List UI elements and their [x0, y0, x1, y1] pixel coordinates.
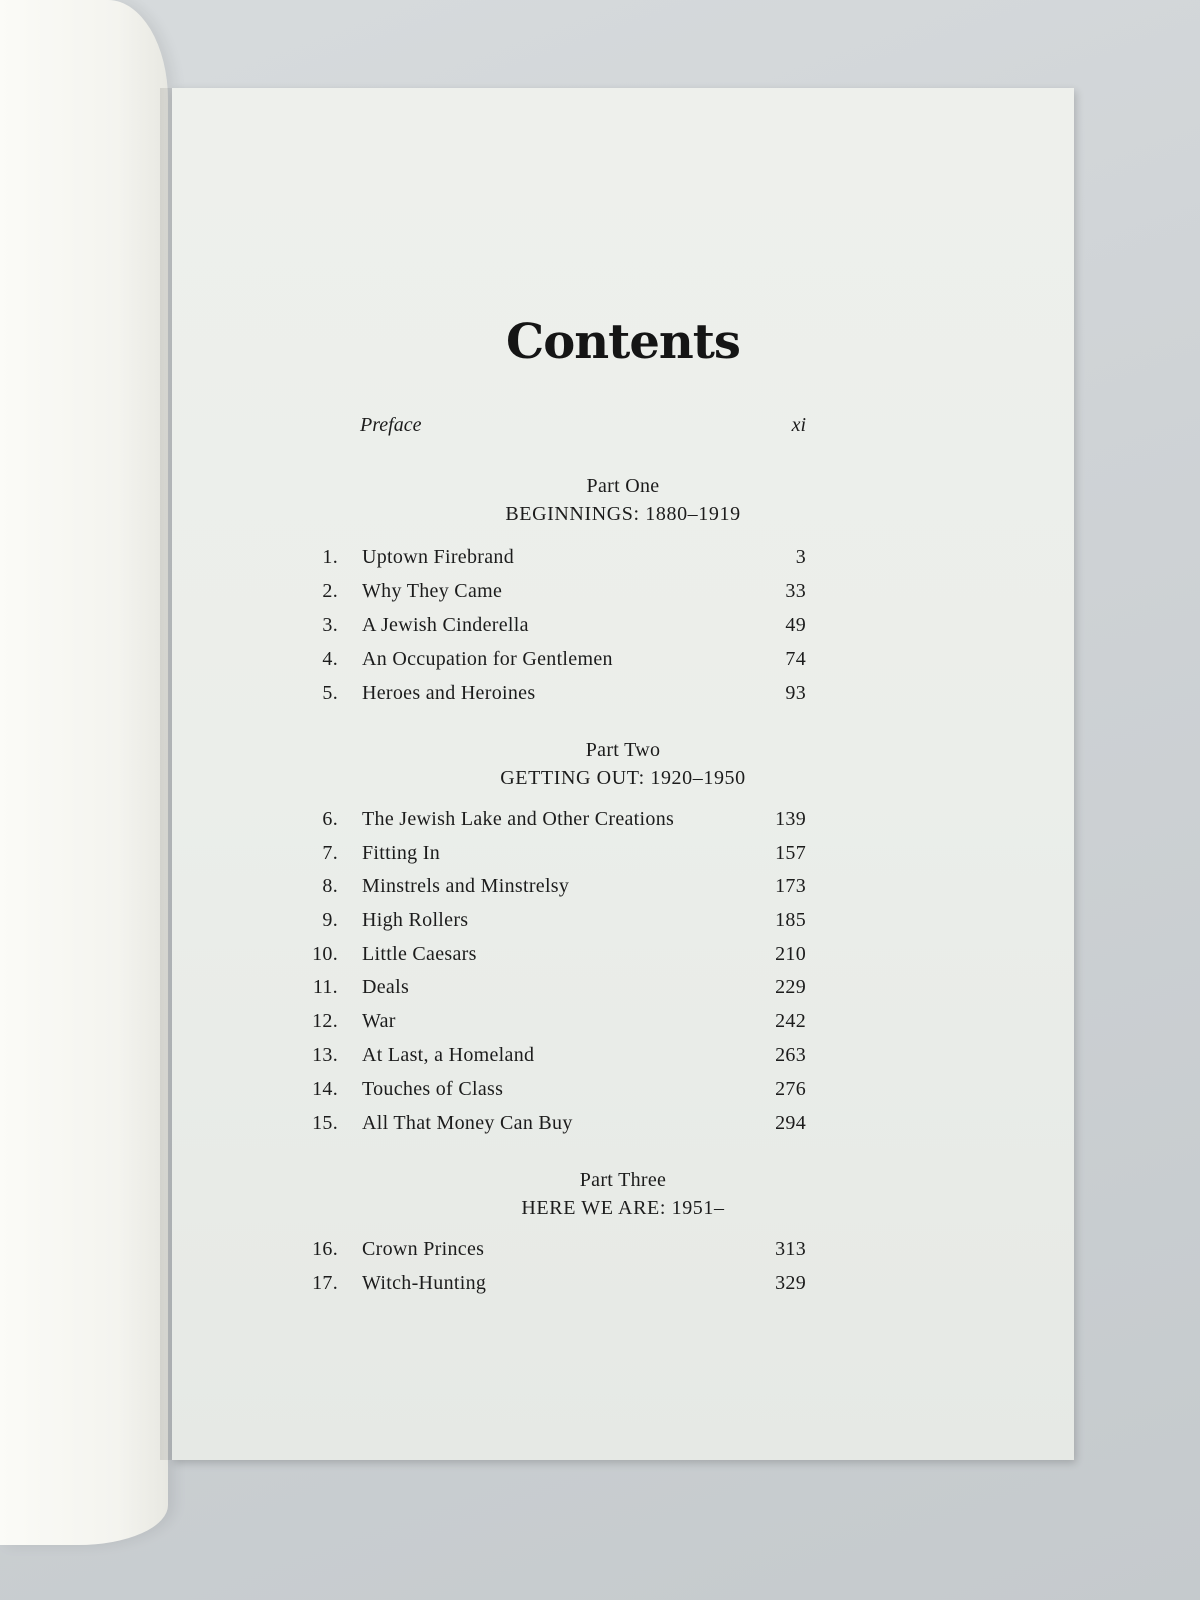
part-one-heading	[172, 472, 1074, 528]
toc-row[interactable]	[172, 614, 1074, 644]
chapter-page: 329	[775, 1272, 806, 1294]
facing-page	[0, 0, 168, 1545]
chapter-title: The Jewish Lake and Other Creations	[362, 808, 675, 830]
chapter-number: 16.	[312, 1238, 338, 1260]
chapter-number: 2.	[322, 580, 338, 602]
chapter-title: Touches of Class	[362, 1078, 504, 1100]
contents-page	[172, 88, 1074, 1460]
toc-row[interactable]	[172, 580, 1074, 610]
chapter-page: 74	[785, 648, 806, 670]
chapter-number: 4.	[322, 648, 338, 670]
toc-row[interactable]	[172, 1238, 1074, 1268]
part-subtitle: GETTING OUT: 1920–1950	[500, 767, 746, 789]
chapter-title: Uptown Firebrand	[362, 546, 514, 568]
chapter-page: 210	[775, 943, 806, 965]
chapter-number: 15.	[312, 1112, 338, 1134]
toc-row[interactable]	[172, 976, 1074, 1006]
toc-row[interactable]	[172, 648, 1074, 678]
part-subtitle: HERE WE ARE: 1951–	[521, 1197, 725, 1219]
toc-row[interactable]	[172, 1078, 1074, 1108]
chapter-page: 276	[775, 1078, 806, 1100]
toc-row[interactable]	[172, 1044, 1074, 1074]
chapter-title: High Rollers	[362, 909, 469, 931]
chapter-page: 229	[775, 976, 806, 998]
chapter-title: Deals	[362, 976, 410, 998]
chapter-number: 1.	[322, 546, 338, 568]
toc-row[interactable]	[172, 1112, 1074, 1142]
part-two-heading	[172, 736, 1074, 792]
chapter-title: Crown Princes	[362, 1238, 485, 1260]
chapter-number: 9.	[322, 909, 338, 931]
chapter-title: Witch-Hunting	[362, 1272, 487, 1294]
toc-row[interactable]	[172, 546, 1074, 576]
toc-row[interactable]	[172, 808, 1074, 838]
chapter-title: All That Money Can Buy	[362, 1112, 573, 1134]
chapter-page: 263	[775, 1044, 806, 1066]
part-three-heading	[172, 1166, 1074, 1222]
part-label: Part Two	[585, 739, 661, 761]
toc-row[interactable]	[172, 682, 1074, 712]
chapter-title: War	[362, 1010, 396, 1032]
chapter-page: 242	[775, 1010, 806, 1032]
chapter-number: 11.	[312, 976, 338, 998]
preface-label: Preface	[360, 414, 422, 436]
chapter-title: Little Caesars	[362, 943, 477, 965]
chapter-number: 17.	[312, 1272, 338, 1294]
chapter-page: 139	[775, 808, 806, 830]
chapter-page: 185	[775, 909, 806, 931]
chapter-number: 7.	[322, 842, 338, 864]
chapter-page: 173	[775, 875, 806, 897]
chapter-page: 49	[785, 614, 806, 636]
chapter-page: 313	[775, 1238, 806, 1260]
chapter-title: Why They Came	[362, 580, 503, 602]
page-title: Contents	[506, 314, 740, 370]
chapter-number: 8.	[322, 875, 338, 897]
chapter-title: A Jewish Cinderella	[362, 614, 529, 636]
toc-row[interactable]	[172, 1272, 1074, 1302]
chapter-title: Fitting In	[362, 842, 441, 864]
chapter-title: Heroes and Heroines	[362, 682, 536, 704]
toc-row[interactable]	[172, 875, 1074, 905]
chapter-title: At Last, a Homeland	[362, 1044, 535, 1066]
toc-row[interactable]	[172, 943, 1074, 973]
preface-page-number: xi	[791, 414, 806, 436]
chapter-title: Minstrels and Minstrelsy	[362, 875, 570, 897]
chapter-number: 10.	[312, 943, 338, 965]
chapter-page: 157	[775, 842, 806, 864]
toc-row[interactable]	[172, 1010, 1074, 1040]
chapter-number: 6.	[322, 808, 338, 830]
part-label: Part Three	[579, 1169, 667, 1191]
chapter-page: 3	[795, 546, 806, 568]
toc-row[interactable]	[172, 909, 1074, 939]
toc-row[interactable]	[172, 842, 1074, 872]
chapter-page: 33	[785, 580, 806, 602]
chapter-number: 5.	[322, 682, 338, 704]
chapter-number: 12.	[312, 1010, 338, 1032]
chapter-number: 3.	[322, 614, 338, 636]
chapter-number: 14.	[312, 1078, 338, 1100]
part-subtitle: BEGINNINGS: 1880–1919	[505, 503, 741, 525]
part-label: Part One	[586, 475, 660, 497]
chapter-title: An Occupation for Gentlemen	[362, 648, 613, 670]
chapter-number: 13.	[312, 1044, 338, 1066]
chapter-page: 294	[775, 1112, 806, 1134]
chapter-page: 93	[785, 682, 806, 704]
